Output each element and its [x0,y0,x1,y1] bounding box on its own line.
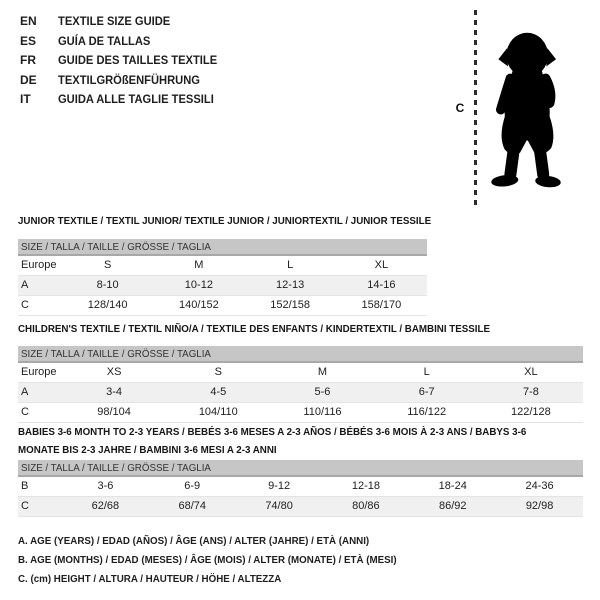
height-cell: 86/92 [438,500,467,512]
size-cell: M [317,366,328,378]
age-cell: 8-10 [96,279,119,291]
language-row-it [20,90,229,110]
size-cell: L [423,366,430,378]
children-size-table [18,346,583,423]
language-title: GUIDA ALLE TAGLIE TESSILI [58,92,214,106]
note-height-cm [18,570,425,589]
size-cell: XL [374,259,389,271]
note-text: B. AGE (MONTHS) / EDAD (MESES) / ÂGE (MOIS) / ALTER (MONATE) / ETÀ (MESI) [18,554,397,566]
age-cell: 4-5 [210,386,227,398]
row-label: A [21,279,29,291]
children-table-title-text: CHILDREN'S TEXTILE / TEXTIL NIÑO/A / TEXTILE DES ENFANTS / KINDERTEXTIL / BAMBINI TESSILE [18,323,490,335]
months-cell: 6-9 [184,480,201,492]
language-row-es [20,32,229,52]
size-cell: XS [106,366,122,378]
language-title: TEXTILGRÖßENFÜHRUNG [58,72,200,87]
language-code: IT [20,92,31,106]
height-cell: 92/98 [525,500,554,512]
size-cell: XL [524,366,538,378]
row-label: Europe [21,259,57,271]
height-cell: 158/170 [361,299,402,311]
table-row-europe [18,256,427,276]
age-cell: 6-7 [418,386,435,398]
babies-table-title-text: BABIES 3-6 MONTH TO 2-3 YEARS / BEBÉS 3-6 MESES A 2-3 AÑOS / BÉBÉS 3-6 MOIS À 2-3 ANS / BABYS 3-6 MONATE BIS 2-3 JAHRE / BAMBINI 3-6 MESI A 2-3 ANNI [18,426,527,456]
row-label: Europe [21,366,57,378]
height-cell: 104/110 [198,406,238,418]
height-cell: 62/68 [91,500,120,512]
language-code: FR [20,53,36,67]
months-cell: 9-12 [268,480,291,492]
height-cell: 128/140 [87,299,128,311]
size-cell: M [194,259,204,271]
size-header-bar [18,239,427,256]
junior-size-table [18,239,427,316]
children-table-title [18,323,598,335]
height-cell: 74/80 [265,500,293,512]
age-cell: 10-12 [184,279,213,291]
height-cell: 122/128 [511,406,551,418]
size-header-bar [18,460,583,477]
size-header-bar [18,346,583,363]
toddler-silhouette-image [484,8,572,208]
height-cell: 80/86 [352,500,380,512]
months-cell: 18-24 [438,480,467,492]
size-cell: S [214,366,222,378]
row-label: B [21,480,29,492]
language-title: TEXTILE SIZE GUIDE [58,14,171,28]
height-cell: 152/158 [270,299,310,311]
language-code: ES [20,33,37,48]
months-cell: 12-18 [351,480,380,492]
table-row-age [18,383,583,403]
language-code: DE [20,72,37,87]
age-cell: 14-16 [367,279,396,291]
language-row-de [20,71,229,91]
language-title: GUIDE DES TAILLES TEXTILE [58,53,218,67]
size-cell: S [103,259,112,271]
age-cell: 5-6 [314,386,331,398]
age-cell: 12-13 [276,279,305,291]
row-label: A [21,386,29,398]
size-header-label: SIZE / TALLA / TAILLE / GRÖSSE / TAGLIA [21,348,211,360]
row-label: C [21,406,29,418]
height-measure-label-c: C [455,101,465,115]
size-header-label: SIZE / TALLA / TAILLE / GRÖSSE / TAGLIA [21,462,211,474]
legend-notes [18,532,425,589]
table-row-months [18,477,583,497]
height-cell: 98/104 [97,406,131,418]
babies-size-table [18,460,583,517]
size-header-label: SIZE / TALLA / TAILLE / GRÖSSE / TAGLIA [21,241,211,253]
height-cell: 116/122 [407,406,447,418]
language-row-en [20,12,229,32]
table-row-europe [18,363,583,383]
height-dashed-line [474,10,477,207]
note-age-months [18,551,425,570]
language-title: GUÍA DE TALLAS [58,33,151,48]
age-cell: 7-8 [522,386,539,398]
height-cell: 140/152 [178,299,219,311]
row-label: C [21,299,29,311]
height-cell: 110/116 [303,406,342,418]
table-row-height [18,296,427,316]
language-list [20,12,229,110]
language-code: EN [20,14,37,28]
table-row-height [18,497,583,517]
months-cell: 3-6 [97,480,114,492]
note-age-years [18,532,425,551]
language-row-fr [20,51,229,71]
table-row-height [18,403,583,423]
note-text: A. AGE (YEARS) / EDAD (AÑOS) / ÂGE (ANS) / ALTER (JAHRE) / ETÀ (ANNI) [18,535,370,547]
months-cell: 24-36 [525,480,554,492]
age-cell: 3-4 [106,386,123,398]
row-label: C [21,500,29,512]
table-row-age [18,276,427,296]
height-cell: 68/74 [178,500,206,512]
size-cell: L [287,259,294,271]
note-text: C. (cm) HEIGHT / ALTURA / HAUTEUR / HÖHE / ALTEZZA [18,573,282,585]
junior-table-title-text: JUNIOR TEXTILE / TEXTIL JUNIOR/ TEXTILE JUNIOR / JUNIORTEXTIL / JUNIOR TESSILE [18,215,432,227]
babies-table-title [18,423,573,459]
junior-table-title [18,215,448,227]
